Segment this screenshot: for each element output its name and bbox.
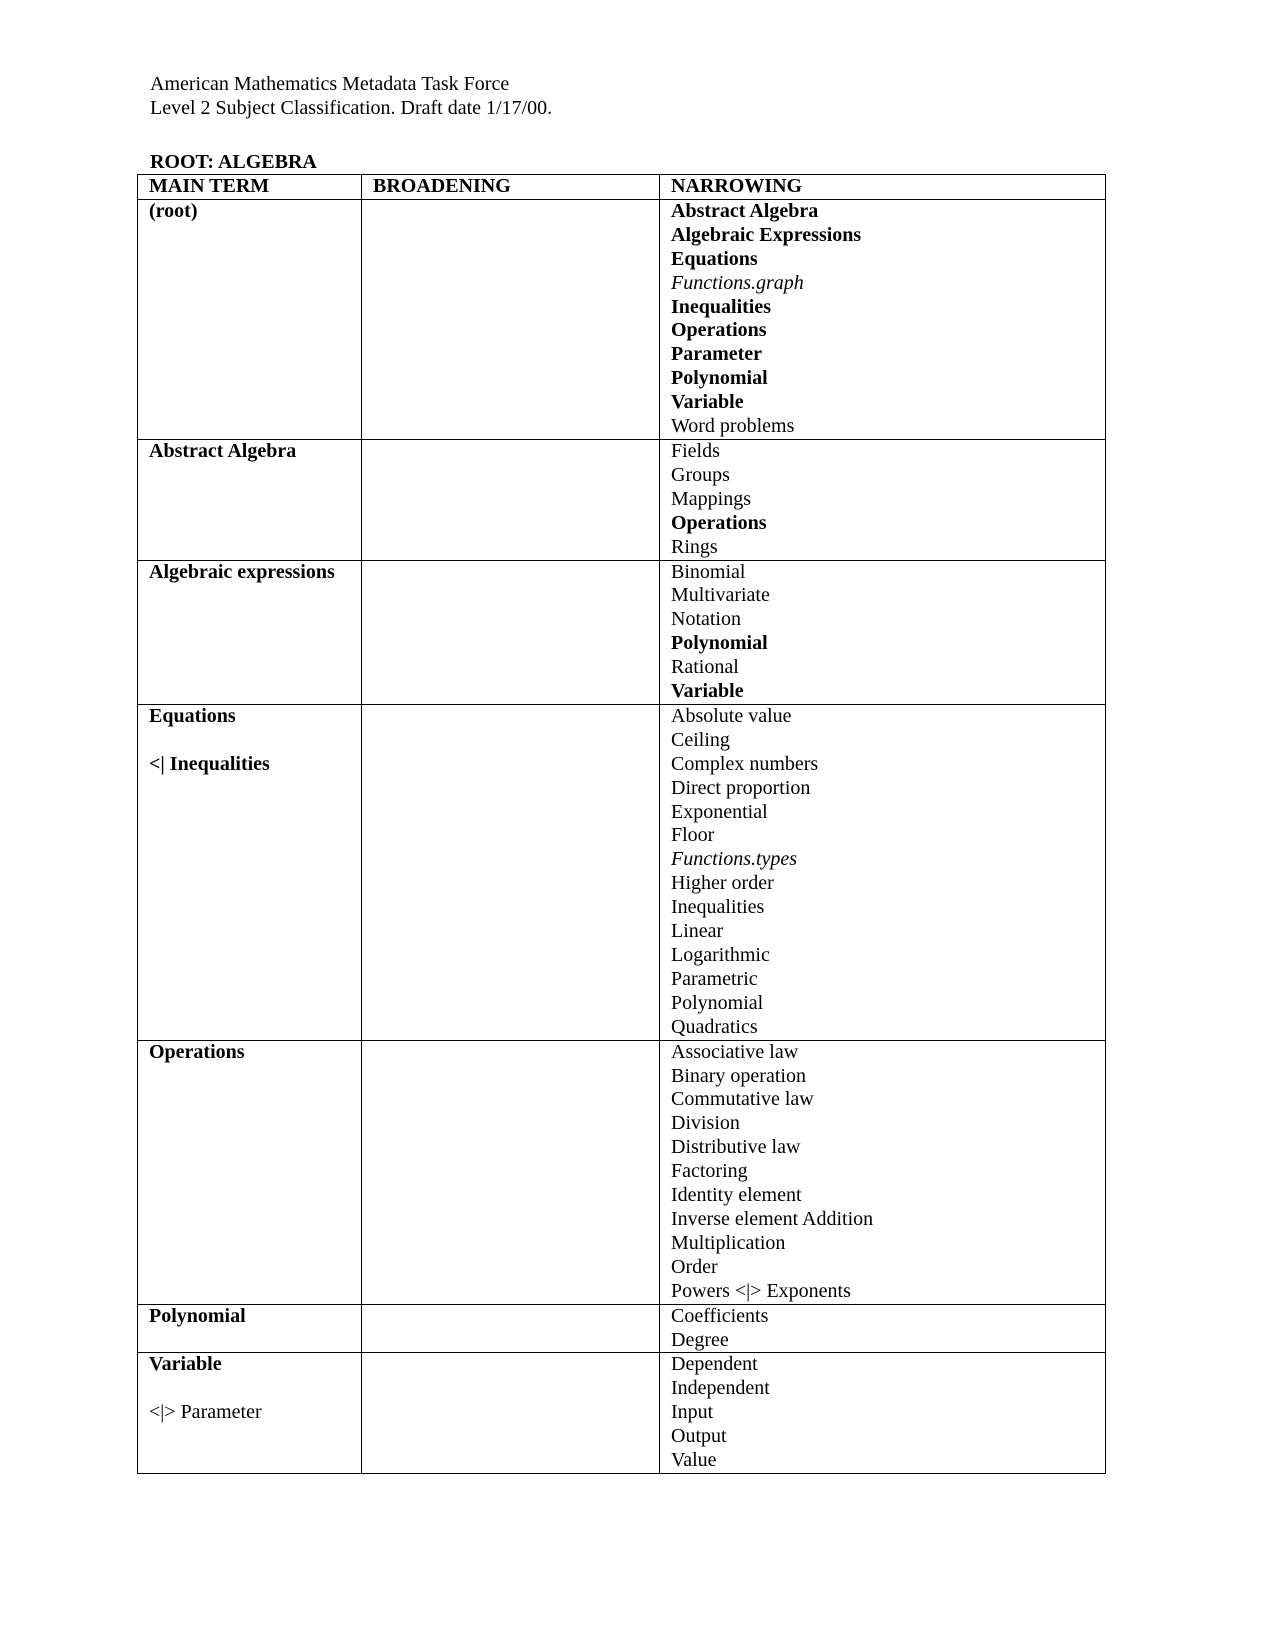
broadening-cell (362, 1304, 660, 1353)
narrowing-cell (660, 704, 1106, 1040)
narrowing-term: Polynomial (671, 632, 768, 655)
narrowing-term: Multivariate (671, 584, 770, 607)
narrowing-term: Rational (671, 656, 739, 679)
main-term: (root) (149, 199, 198, 222)
narrowing-term: Exponential (671, 800, 768, 823)
main-term-cell (138, 704, 362, 1040)
narrowing-term: Operations (671, 319, 767, 342)
main-term: Equations (149, 704, 236, 727)
narrowing-cell (660, 560, 1106, 704)
narrowing-term: Functions.types (671, 848, 798, 871)
narrowing-term: Independent (671, 1377, 770, 1400)
narrowing-term: Identity element (671, 1184, 802, 1207)
narrowing-term: Higher order (671, 872, 774, 895)
spacer (149, 1377, 361, 1401)
narrowing-term: Variable (671, 680, 744, 703)
column-header-narrowing: NARROWING (660, 175, 1106, 200)
column-header-main-term: MAIN TERM (138, 175, 362, 200)
narrowing-term: Parameter (671, 343, 763, 366)
narrowing-term: Ceiling (671, 728, 730, 751)
document-header (150, 72, 552, 120)
narrowing-term: Word problems (671, 415, 795, 438)
narrowing-term: Factoring (671, 1160, 748, 1183)
main-term: Algebraic expressions (149, 560, 335, 583)
narrowing-term: Complex numbers (671, 752, 819, 775)
narrowing-term: Coefficients (671, 1304, 769, 1327)
narrowing-term: Quadratics (671, 1015, 758, 1038)
table-row (138, 199, 1106, 439)
broadening-cell (362, 439, 660, 560)
narrowing-term: Floor (671, 824, 715, 847)
main-term-cell (138, 560, 362, 704)
narrowing-term: Inequalities (671, 295, 772, 318)
table-row (138, 439, 1106, 560)
main-term: Operations (149, 1040, 245, 1063)
main-term: Polynomial (149, 1304, 246, 1327)
broadening-cell (362, 1040, 660, 1304)
column-header-broadening: BROADENING (362, 175, 660, 200)
table-row (138, 1353, 1106, 1474)
table-row (138, 1040, 1106, 1304)
narrowing-term: Commutative law (671, 1088, 814, 1111)
narrowing-term: Polynomial (671, 367, 768, 390)
classification-table (137, 174, 1106, 1474)
narrowing-term: Notation (671, 608, 741, 631)
table-row (138, 1304, 1106, 1353)
narrowing-term: Fields (671, 439, 720, 462)
narrowing-term: Equations (671, 247, 758, 270)
main-term-cell (138, 1353, 362, 1474)
narrowing-term: Algebraic Expressions (671, 223, 862, 246)
main-term-cell (138, 1304, 362, 1353)
narrowing-term: Associative law (671, 1040, 799, 1063)
main-term-cell (138, 199, 362, 439)
narrowing-term: Value (671, 1449, 717, 1472)
narrowing-term: Direct proportion (671, 776, 811, 799)
narrowing-term: Functions.graph (671, 271, 804, 294)
narrowing-term: Linear (671, 920, 724, 943)
narrowing-term: Parametric (671, 967, 758, 990)
broadening-cell (362, 704, 660, 1040)
narrowing-term: Groups (671, 463, 730, 486)
narrowing-term: Dependent (671, 1353, 758, 1376)
narrowing-term: Absolute value (671, 704, 792, 727)
table-row (138, 704, 1106, 1040)
narrowing-term: Order (671, 1255, 718, 1278)
narrowing-term: Degree (671, 1328, 729, 1351)
narrowing-term: Distributive law (671, 1136, 801, 1159)
main-term-cell (138, 1040, 362, 1304)
narrowing-term: Multiplication (671, 1231, 786, 1254)
narrowing-term: Variable (671, 391, 744, 414)
header-draft-info: Level 2 Subject Classification. Draft date 1/17/00. (150, 97, 553, 119)
broadening-cell (362, 560, 660, 704)
narrowing-cell (660, 439, 1106, 560)
main-term-cell (138, 439, 362, 560)
narrowing-term: Output (671, 1425, 727, 1448)
narrowing-cell (660, 1304, 1106, 1353)
narrowing-term: Binary operation (671, 1064, 806, 1087)
root-title: ROOT: ALGEBRA (150, 151, 317, 173)
main-term: Abstract Algebra (149, 439, 297, 462)
spacer (149, 729, 361, 753)
narrowing-cell (660, 1040, 1106, 1304)
narrowing-term: Input (671, 1401, 714, 1424)
narrowing-term: Division (671, 1112, 740, 1135)
main-term: <| Inequalities (149, 752, 270, 775)
narrowing-term: Rings (671, 535, 718, 558)
narrowing-term: Inverse element Addition (671, 1207, 874, 1230)
narrowing-term: Operations (671, 511, 767, 534)
broadening-cell (362, 199, 660, 439)
table-header-row (138, 175, 1106, 200)
main-term: Variable (149, 1353, 222, 1376)
broadening-cell (362, 1353, 660, 1474)
header-organization: American Mathematics Metadata Task Force (150, 73, 510, 95)
narrowing-cell (660, 199, 1106, 439)
table-row (138, 560, 1106, 704)
narrowing-term: Polynomial (671, 991, 764, 1014)
narrowing-term: Inequalities (671, 896, 765, 919)
table-body (138, 199, 1106, 1473)
main-term: <|> Parameter (149, 1401, 262, 1424)
narrowing-term: Powers <|> Exponents (671, 1279, 851, 1302)
narrowing-term: Abstract Algebra (671, 199, 819, 222)
narrowing-term: Binomial (671, 560, 746, 583)
narrowing-cell (660, 1353, 1106, 1474)
narrowing-term: Mappings (671, 487, 751, 510)
narrowing-term: Logarithmic (671, 944, 770, 966)
